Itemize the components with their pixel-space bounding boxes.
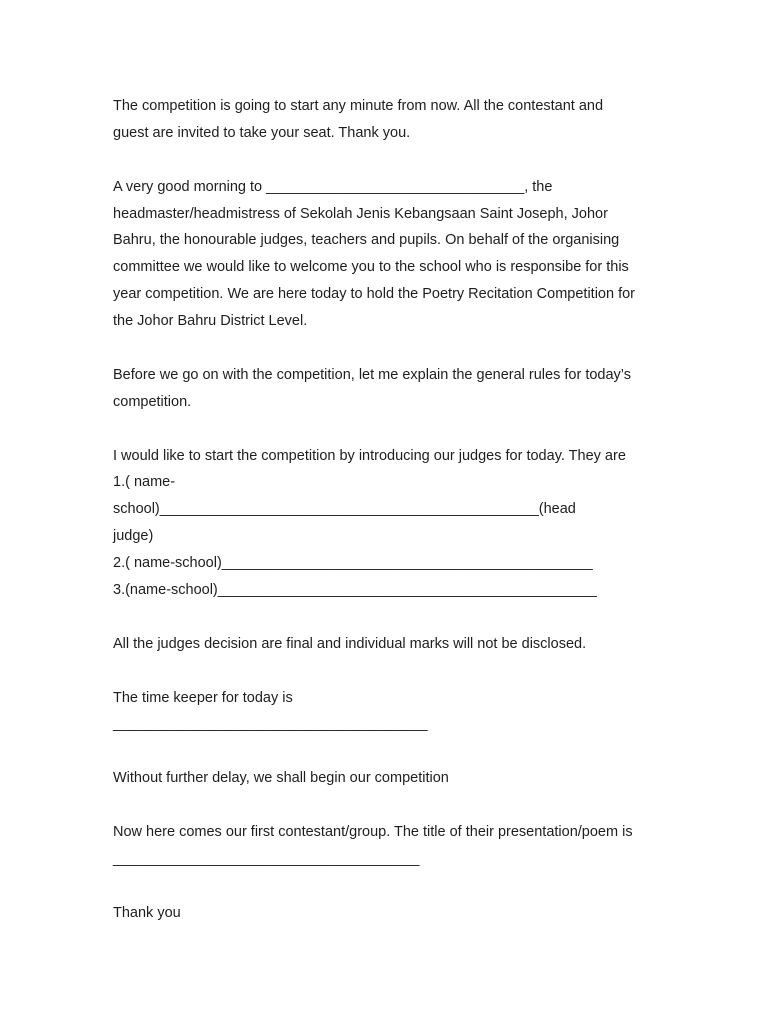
paragraph-gap	[113, 658, 673, 685]
text-line: Now here comes our first contestant/group. The title of their presentation/poem is	[113, 824, 633, 841]
paragraph-gap	[113, 335, 673, 362]
text-line: competition.	[113, 393, 192, 410]
text-line: 2.( name-school)______________________________________________	[113, 555, 593, 572]
paragraph-gap	[113, 416, 673, 443]
text-line: Before we go on with the competition, let me explain the general rules for today’s	[113, 366, 631, 383]
text-line: A very good morning to ________________________________, the	[113, 178, 553, 195]
text-line: 3.(name-school)_______________________________________________	[113, 582, 597, 599]
document-body	[113, 93, 673, 927]
paragraph-gap	[113, 147, 673, 174]
text-line: school)_______________________________________________(head	[113, 501, 576, 518]
text-line: guest are invited to take your seat. Thank you.	[113, 124, 411, 141]
text-line: year competition. We are here today to hold the Poetry Recitation Competition for	[113, 286, 636, 303]
text-line: 1.( name-	[113, 474, 176, 491]
text-line: Without further delay, we shall begin our competition	[113, 770, 449, 787]
text-line: Thank you	[113, 904, 181, 921]
text-line: ______________________________________	[113, 850, 420, 867]
text-line: headmaster/headmistress of Sekolah Jenis Kebangsaan Saint Joseph, Johor	[113, 205, 608, 222]
text-line: committee we would like to welcome you to the school who is responsibe for this	[113, 259, 629, 276]
paragraph-gap	[113, 792, 673, 819]
paragraph-gap	[113, 738, 673, 765]
text-line: judge)	[113, 528, 154, 545]
text-line: _______________________________________	[113, 716, 428, 733]
text-line: The time keeper for today is	[113, 689, 293, 706]
text-line: The competition is going to start any minute from now. All the contestant and	[113, 98, 604, 114]
paragraph-gap	[113, 873, 673, 900]
text-line: I would like to start the competition by introducing our judges for today. They are	[113, 447, 626, 464]
text-line: the Johor Bahru District Level.	[113, 313, 308, 330]
text-line: All the judges decision are final and individual marks will not be disclosed.	[113, 635, 587, 652]
text-line: Bahru, the honourable judges, teachers and pupils. On behalf of the organising	[113, 232, 620, 249]
paragraph-gap	[113, 604, 673, 631]
